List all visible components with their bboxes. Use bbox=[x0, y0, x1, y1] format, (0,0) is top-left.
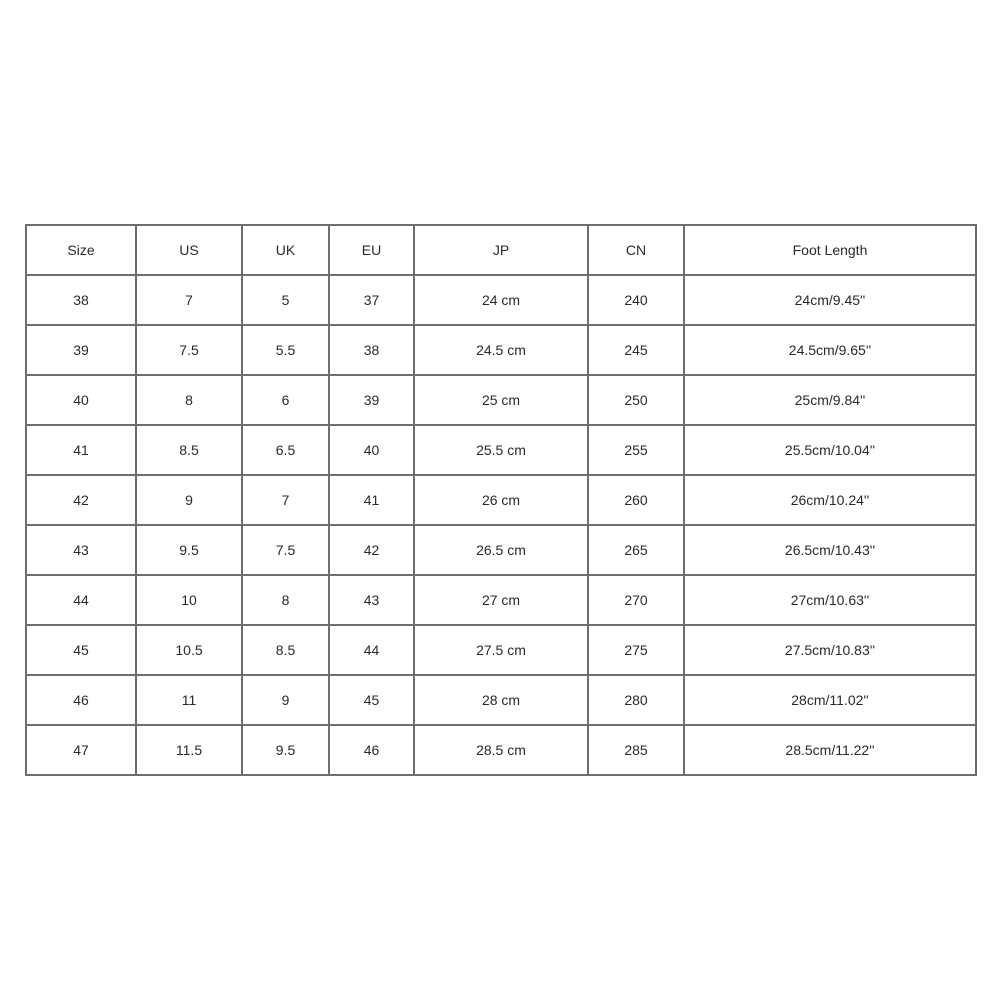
cell-uk: 8.5 bbox=[242, 625, 329, 675]
table-row bbox=[26, 375, 976, 425]
cell-uk: 8 bbox=[242, 575, 329, 625]
table-row bbox=[26, 525, 976, 575]
cell-eu: 43 bbox=[329, 575, 414, 625]
header-cn: CN bbox=[588, 225, 684, 275]
cell-foot-length: 25.5cm/10.04'' bbox=[684, 425, 976, 475]
header-size: Size bbox=[26, 225, 136, 275]
cell-uk: 6.5 bbox=[242, 425, 329, 475]
cell-uk: 7 bbox=[242, 475, 329, 525]
cell-eu: 38 bbox=[329, 325, 414, 375]
cell-size: 47 bbox=[26, 725, 136, 775]
cell-size: 39 bbox=[26, 325, 136, 375]
cell-size: 40 bbox=[26, 375, 136, 425]
cell-size: 43 bbox=[26, 525, 136, 575]
cell-us: 7.5 bbox=[136, 325, 242, 375]
cell-eu: 39 bbox=[329, 375, 414, 425]
cell-cn: 270 bbox=[588, 575, 684, 625]
cell-eu: 41 bbox=[329, 475, 414, 525]
cell-us: 10 bbox=[136, 575, 242, 625]
cell-foot-length: 24cm/9.45'' bbox=[684, 275, 976, 325]
cell-uk: 5.5 bbox=[242, 325, 329, 375]
cell-us: 8 bbox=[136, 375, 242, 425]
cell-jp: 28 cm bbox=[414, 675, 588, 725]
cell-us: 7 bbox=[136, 275, 242, 325]
header-jp: JP bbox=[414, 225, 588, 275]
cell-cn: 265 bbox=[588, 525, 684, 575]
cell-eu: 37 bbox=[329, 275, 414, 325]
cell-foot-length: 25cm/9.84'' bbox=[684, 375, 976, 425]
cell-jp: 28.5 cm bbox=[414, 725, 588, 775]
cell-jp: 26 cm bbox=[414, 475, 588, 525]
cell-uk: 9.5 bbox=[242, 725, 329, 775]
cell-cn: 285 bbox=[588, 725, 684, 775]
cell-uk: 5 bbox=[242, 275, 329, 325]
size-chart-table bbox=[25, 224, 977, 776]
table-row bbox=[26, 575, 976, 625]
cell-size: 38 bbox=[26, 275, 136, 325]
cell-jp: 27.5 cm bbox=[414, 625, 588, 675]
table-row bbox=[26, 325, 976, 375]
cell-foot-length: 26cm/10.24'' bbox=[684, 475, 976, 525]
cell-cn: 260 bbox=[588, 475, 684, 525]
cell-us: 10.5 bbox=[136, 625, 242, 675]
cell-foot-length: 28.5cm/11.22'' bbox=[684, 725, 976, 775]
cell-foot-length: 27.5cm/10.83'' bbox=[684, 625, 976, 675]
cell-jp: 24.5 cm bbox=[414, 325, 588, 375]
cell-size: 42 bbox=[26, 475, 136, 525]
table-row bbox=[26, 625, 976, 675]
header-us: US bbox=[136, 225, 242, 275]
cell-uk: 6 bbox=[242, 375, 329, 425]
table-row bbox=[26, 425, 976, 475]
header-uk: UK bbox=[242, 225, 329, 275]
table-row bbox=[26, 475, 976, 525]
cell-cn: 275 bbox=[588, 625, 684, 675]
cell-eu: 46 bbox=[329, 725, 414, 775]
cell-cn: 255 bbox=[588, 425, 684, 475]
cell-us: 11 bbox=[136, 675, 242, 725]
cell-size: 45 bbox=[26, 625, 136, 675]
cell-uk: 7.5 bbox=[242, 525, 329, 575]
cell-cn: 240 bbox=[588, 275, 684, 325]
cell-us: 9 bbox=[136, 475, 242, 525]
cell-eu: 42 bbox=[329, 525, 414, 575]
cell-us: 8.5 bbox=[136, 425, 242, 475]
cell-jp: 26.5 cm bbox=[414, 525, 588, 575]
cell-cn: 250 bbox=[588, 375, 684, 425]
cell-us: 9.5 bbox=[136, 525, 242, 575]
cell-foot-length: 27cm/10.63'' bbox=[684, 575, 976, 625]
cell-eu: 40 bbox=[329, 425, 414, 475]
cell-jp: 27 cm bbox=[414, 575, 588, 625]
cell-size: 41 bbox=[26, 425, 136, 475]
cell-jp: 25 cm bbox=[414, 375, 588, 425]
cell-cn: 280 bbox=[588, 675, 684, 725]
header-eu: EU bbox=[329, 225, 414, 275]
cell-us: 11.5 bbox=[136, 725, 242, 775]
cell-cn: 245 bbox=[588, 325, 684, 375]
cell-foot-length: 24.5cm/9.65'' bbox=[684, 325, 976, 375]
cell-foot-length: 26.5cm/10.43'' bbox=[684, 525, 976, 575]
table-row bbox=[26, 275, 976, 325]
cell-uk: 9 bbox=[242, 675, 329, 725]
cell-foot-length: 28cm/11.02'' bbox=[684, 675, 976, 725]
cell-eu: 45 bbox=[329, 675, 414, 725]
cell-size: 44 bbox=[26, 575, 136, 625]
cell-jp: 24 cm bbox=[414, 275, 588, 325]
table-row bbox=[26, 725, 976, 775]
header-foot-length: Foot Length bbox=[684, 225, 976, 275]
header-row bbox=[26, 225, 976, 275]
cell-eu: 44 bbox=[329, 625, 414, 675]
table-row bbox=[26, 675, 976, 725]
cell-jp: 25.5 cm bbox=[414, 425, 588, 475]
cell-size: 46 bbox=[26, 675, 136, 725]
